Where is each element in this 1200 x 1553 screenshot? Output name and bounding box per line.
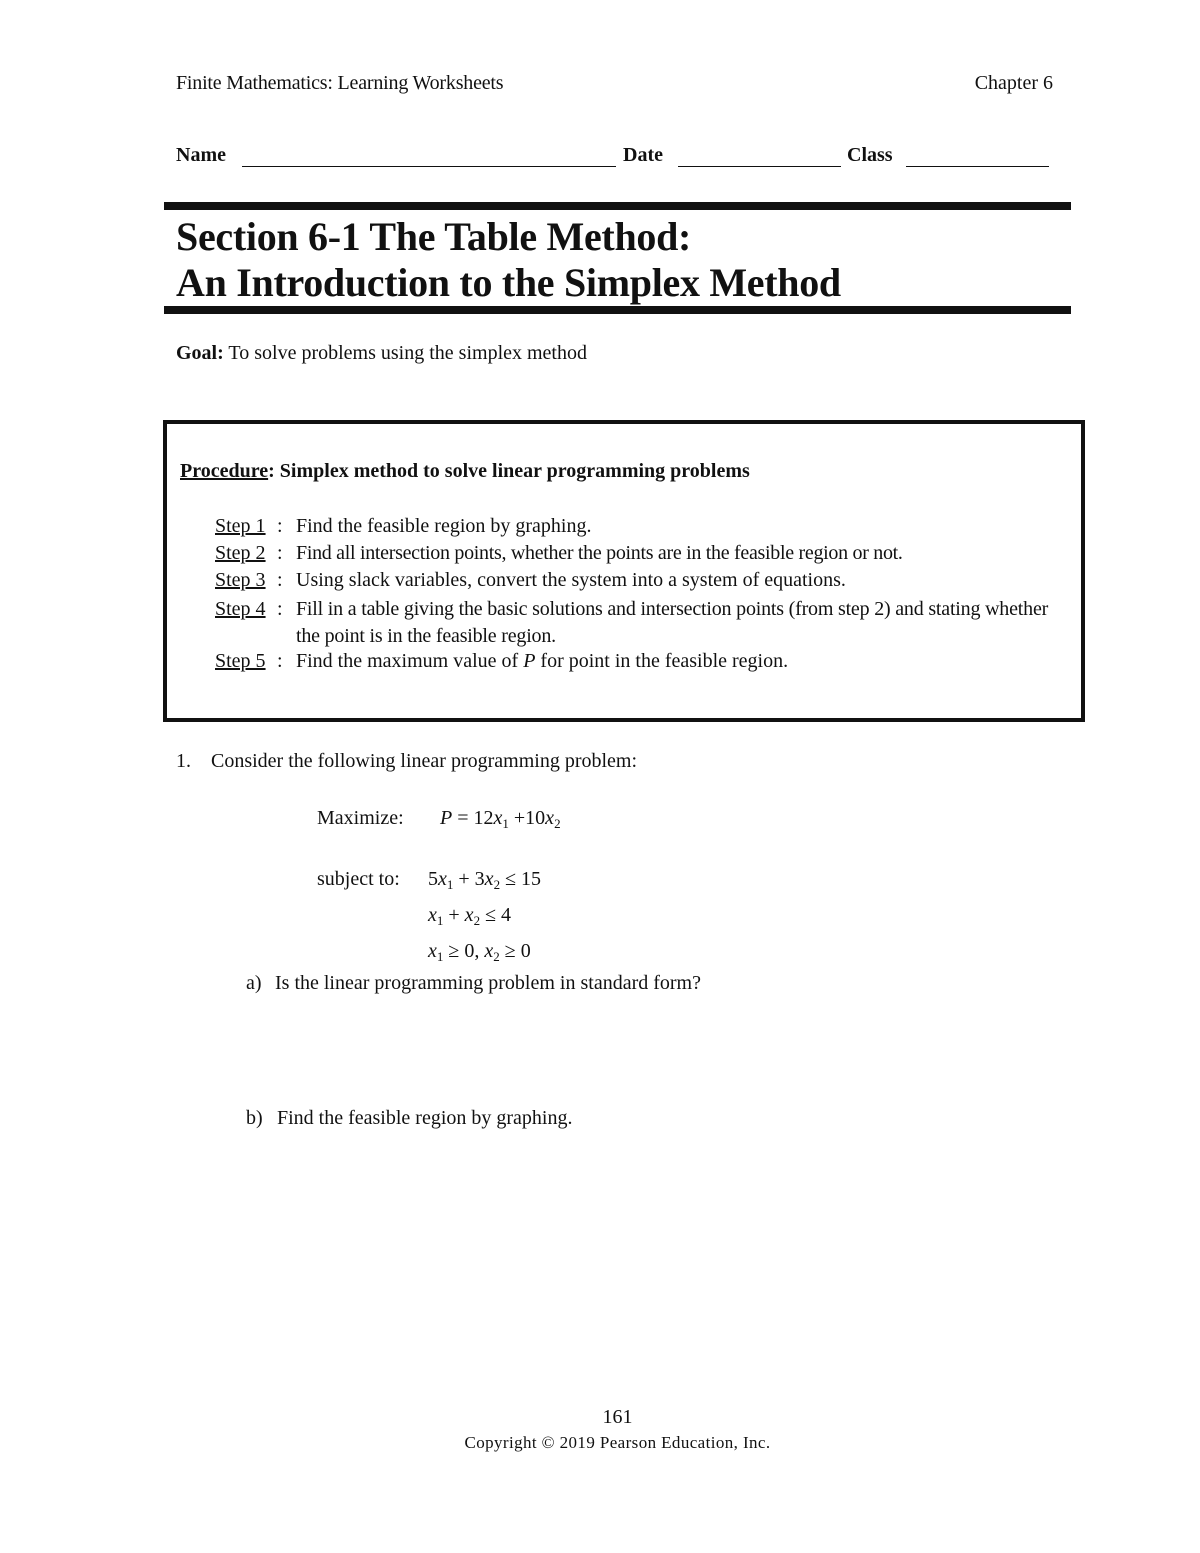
- step-text: Fill in a table giving the basic solutions and intersection points (from step 2) and stating whether the point is in the feasible region.: [296, 598, 1049, 647]
- step-label: Step 5: [215, 650, 266, 672]
- name-label: Name: [176, 144, 226, 166]
- class-blank[interactable]: [906, 166, 1049, 167]
- math-var: x: [484, 868, 494, 890]
- math-sub: 2: [493, 877, 501, 892]
- constraint-2: [428, 904, 511, 929]
- step-label: Step 1: [215, 515, 266, 537]
- math-var: P: [440, 807, 453, 829]
- math-op: +10: [508, 807, 546, 829]
- step-sep: :: [277, 515, 283, 537]
- running-header-chapter: Chapter 6: [974, 72, 1053, 94]
- math-sub: 2: [493, 949, 500, 964]
- subject-to-label: subject to:: [317, 868, 400, 890]
- step-text: Find the feasible region by graphing.: [296, 515, 592, 537]
- step-label: Step 2: [215, 542, 266, 564]
- page-number: 161: [602, 1406, 633, 1428]
- title-bottom-rule: [164, 306, 1071, 314]
- goal-text: To solve problems using the simplex method: [228, 342, 587, 364]
- math-sub: 2: [554, 816, 561, 831]
- math-op: ≥ 0: [499, 940, 531, 962]
- math-coef: 5: [428, 868, 438, 890]
- math-sub: 1: [436, 949, 444, 964]
- math-sub: 1: [436, 913, 444, 928]
- class-label: Class: [847, 144, 893, 166]
- step-text: Using slack variables, convert the system into a system of equations.: [296, 569, 846, 591]
- step-sep: :: [277, 650, 283, 672]
- math-op: ≤ 15: [500, 868, 542, 890]
- step-text: Find all intersection points, whether the points are in the feasible region or not.: [296, 542, 903, 564]
- part-a-question: Is the linear programming problem in standard form?: [275, 972, 701, 994]
- running-header-title: Finite Mathematics: Learning Worksheets: [176, 72, 504, 94]
- step-label: Step 4: [215, 598, 266, 620]
- math-var: x: [484, 940, 494, 962]
- constraint-1: [428, 868, 541, 893]
- name-blank[interactable]: [242, 166, 616, 167]
- goal-statement: [176, 342, 587, 365]
- procedure-sep: :: [268, 460, 275, 482]
- problem-1-prompt: Consider the following linear programming problem:: [211, 750, 638, 772]
- step-text-part: Find the maximum value of: [296, 650, 524, 672]
- math-op: ≤ 4: [480, 904, 512, 926]
- math-sub: 1: [502, 816, 509, 831]
- math-op: +: [443, 904, 465, 926]
- goal-label: Goal:: [176, 342, 224, 364]
- part-b-question: Find the feasible region by graphing.: [277, 1107, 573, 1129]
- math-op: = 12: [452, 807, 494, 829]
- procedure-label: Procedure: [180, 460, 269, 482]
- math-var: x: [428, 904, 437, 926]
- math-var: x: [464, 904, 474, 926]
- procedure-title: Simplex method to solve linear programming problems: [279, 460, 750, 482]
- step-sep: :: [277, 598, 283, 620]
- math-sub: 1: [446, 877, 454, 892]
- title-top-rule: [164, 202, 1071, 210]
- math-sub: 2: [473, 913, 481, 928]
- procedure-heading: [180, 460, 750, 483]
- step-sep: :: [277, 569, 283, 591]
- math-var: x: [493, 807, 503, 829]
- name-date-class-row: [176, 144, 1051, 174]
- section-title-line2: An Introduction to the Simplex Method: [176, 260, 841, 305]
- section-title: [176, 214, 841, 306]
- math-var: x: [438, 868, 447, 890]
- step-label: Step 3: [215, 569, 266, 591]
- math-op: ≥ 0,: [443, 940, 485, 962]
- step-text-part: for point in the feasible region.: [535, 650, 789, 672]
- date-label: Date: [623, 144, 663, 166]
- objective-function: [440, 807, 561, 832]
- part-b-label: b): [246, 1107, 263, 1129]
- math-var: x: [545, 807, 555, 829]
- part-a-label: a): [246, 972, 262, 994]
- date-blank[interactable]: [678, 166, 841, 167]
- constraint-nonnegativity: [428, 940, 531, 965]
- step-text: [296, 650, 1066, 673]
- math-op: + 3: [453, 868, 485, 890]
- maximize-label: Maximize:: [317, 807, 404, 829]
- step-text-variable: P: [523, 650, 536, 672]
- copyright-notice: Copyright © 2019 Pearson Education, Inc.: [464, 1433, 771, 1452]
- section-title-line1: Section 6-1 The Table Method:: [176, 214, 692, 259]
- problem-1-number: 1.: [176, 750, 191, 772]
- math-var: x: [428, 940, 437, 962]
- step-sep: :: [277, 542, 283, 564]
